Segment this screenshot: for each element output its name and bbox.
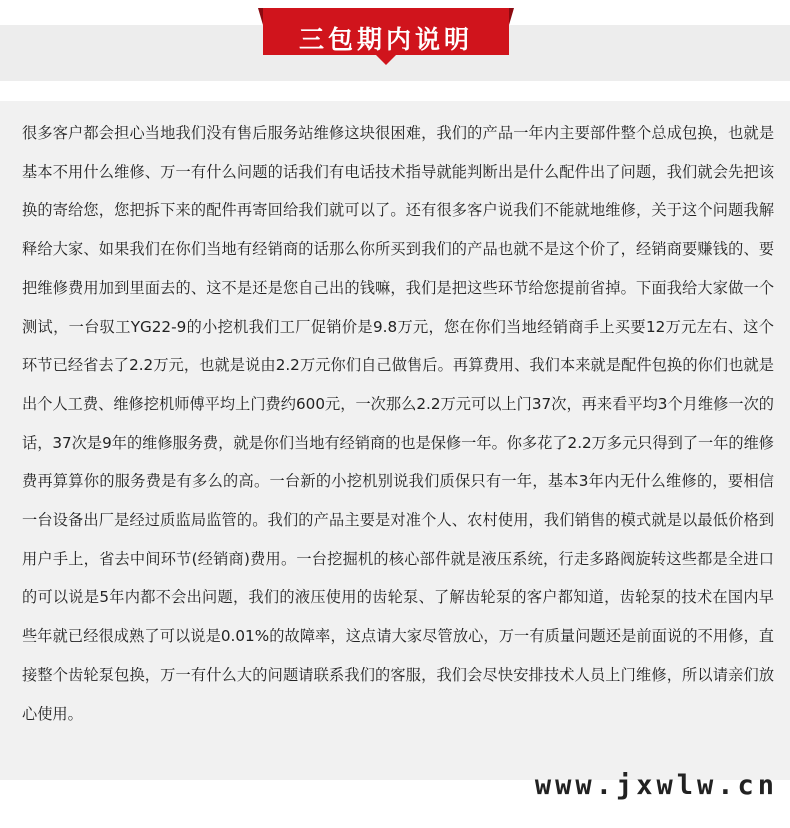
- warranty-description: 很多客户都会担心当地我们没有售后服务站维修这块很困难，我们的产品一年内主要部件整个总成包换，也就是基本不用什么维修、万一有什么问题的话我们有电话技术指导就能判断出是什么配件出了问题，我们就会先把该换的寄给您，您把拆下来的配件再寄回给我们就可以了。还有很多客户说我们不能就地维修，关于这个问题我解释给大家、如果我们在你们当地有经销商的话那么你所买到我们的产品也就不是这个价了，经销商要赚钱的、要把维修费用加到里面去的、这不是还是您自己出的钱嘛，我们是把这些环节给您提前省掉。下面我给大家做一个测试，一台驭工YG22-9的小挖机我们工厂促销价是9.8万元，您在你们当地经销商手上买要12万元左右、这个环节已经省去了2.2万元，也就是说由2.2万元你们自己做售后。再算费用、我们本来就是配件包换的你们也就是出个人工费、维修挖机师傅平均上门费约600元，一次那么2.2万元可以上门37次，再来看平均3个月维修一次的话，37次是9年的维修服务费，就是你们当地有经销商的也是保修一年。你多花了2.2万多元只得到了一年的维修费再算算你的服务费是有多么的高。一台新的小挖机别说我们质保只有一年，基本3年内无什么维修的，要相信一台设备出厂是经过质监局监管的。我们的产品主要是对准个人、农村使用，我们销售的模式就是以最低价格到用户手上，省去中间环节(经销商)费用。一台挖掘机的核心部件就是液压系统，行走多路阀旋转这些都是全进口的可以说是5年内都不会出问题，我们的液压使用的齿轮泵、了解齿轮泵的客户都知道，齿轮泵的技术在国内早些年就已经很成熟了可以说是0.01%的故障率，这点请大家尽管放心，万一有质量问题还是前面说的不用修，直接整个齿轮泵包换，万一有什么大的问题请联系我们的客服，我们会尽快安排技术人员上门维修，所以请亲们放心使用。: [22, 124, 774, 723]
- website-watermark: www.jxwlw.cn: [534, 770, 778, 801]
- content-panel: [0, 101, 790, 780]
- banner-title: 三包期内说明: [298, 25, 473, 54]
- title-banner: [258, 8, 514, 70]
